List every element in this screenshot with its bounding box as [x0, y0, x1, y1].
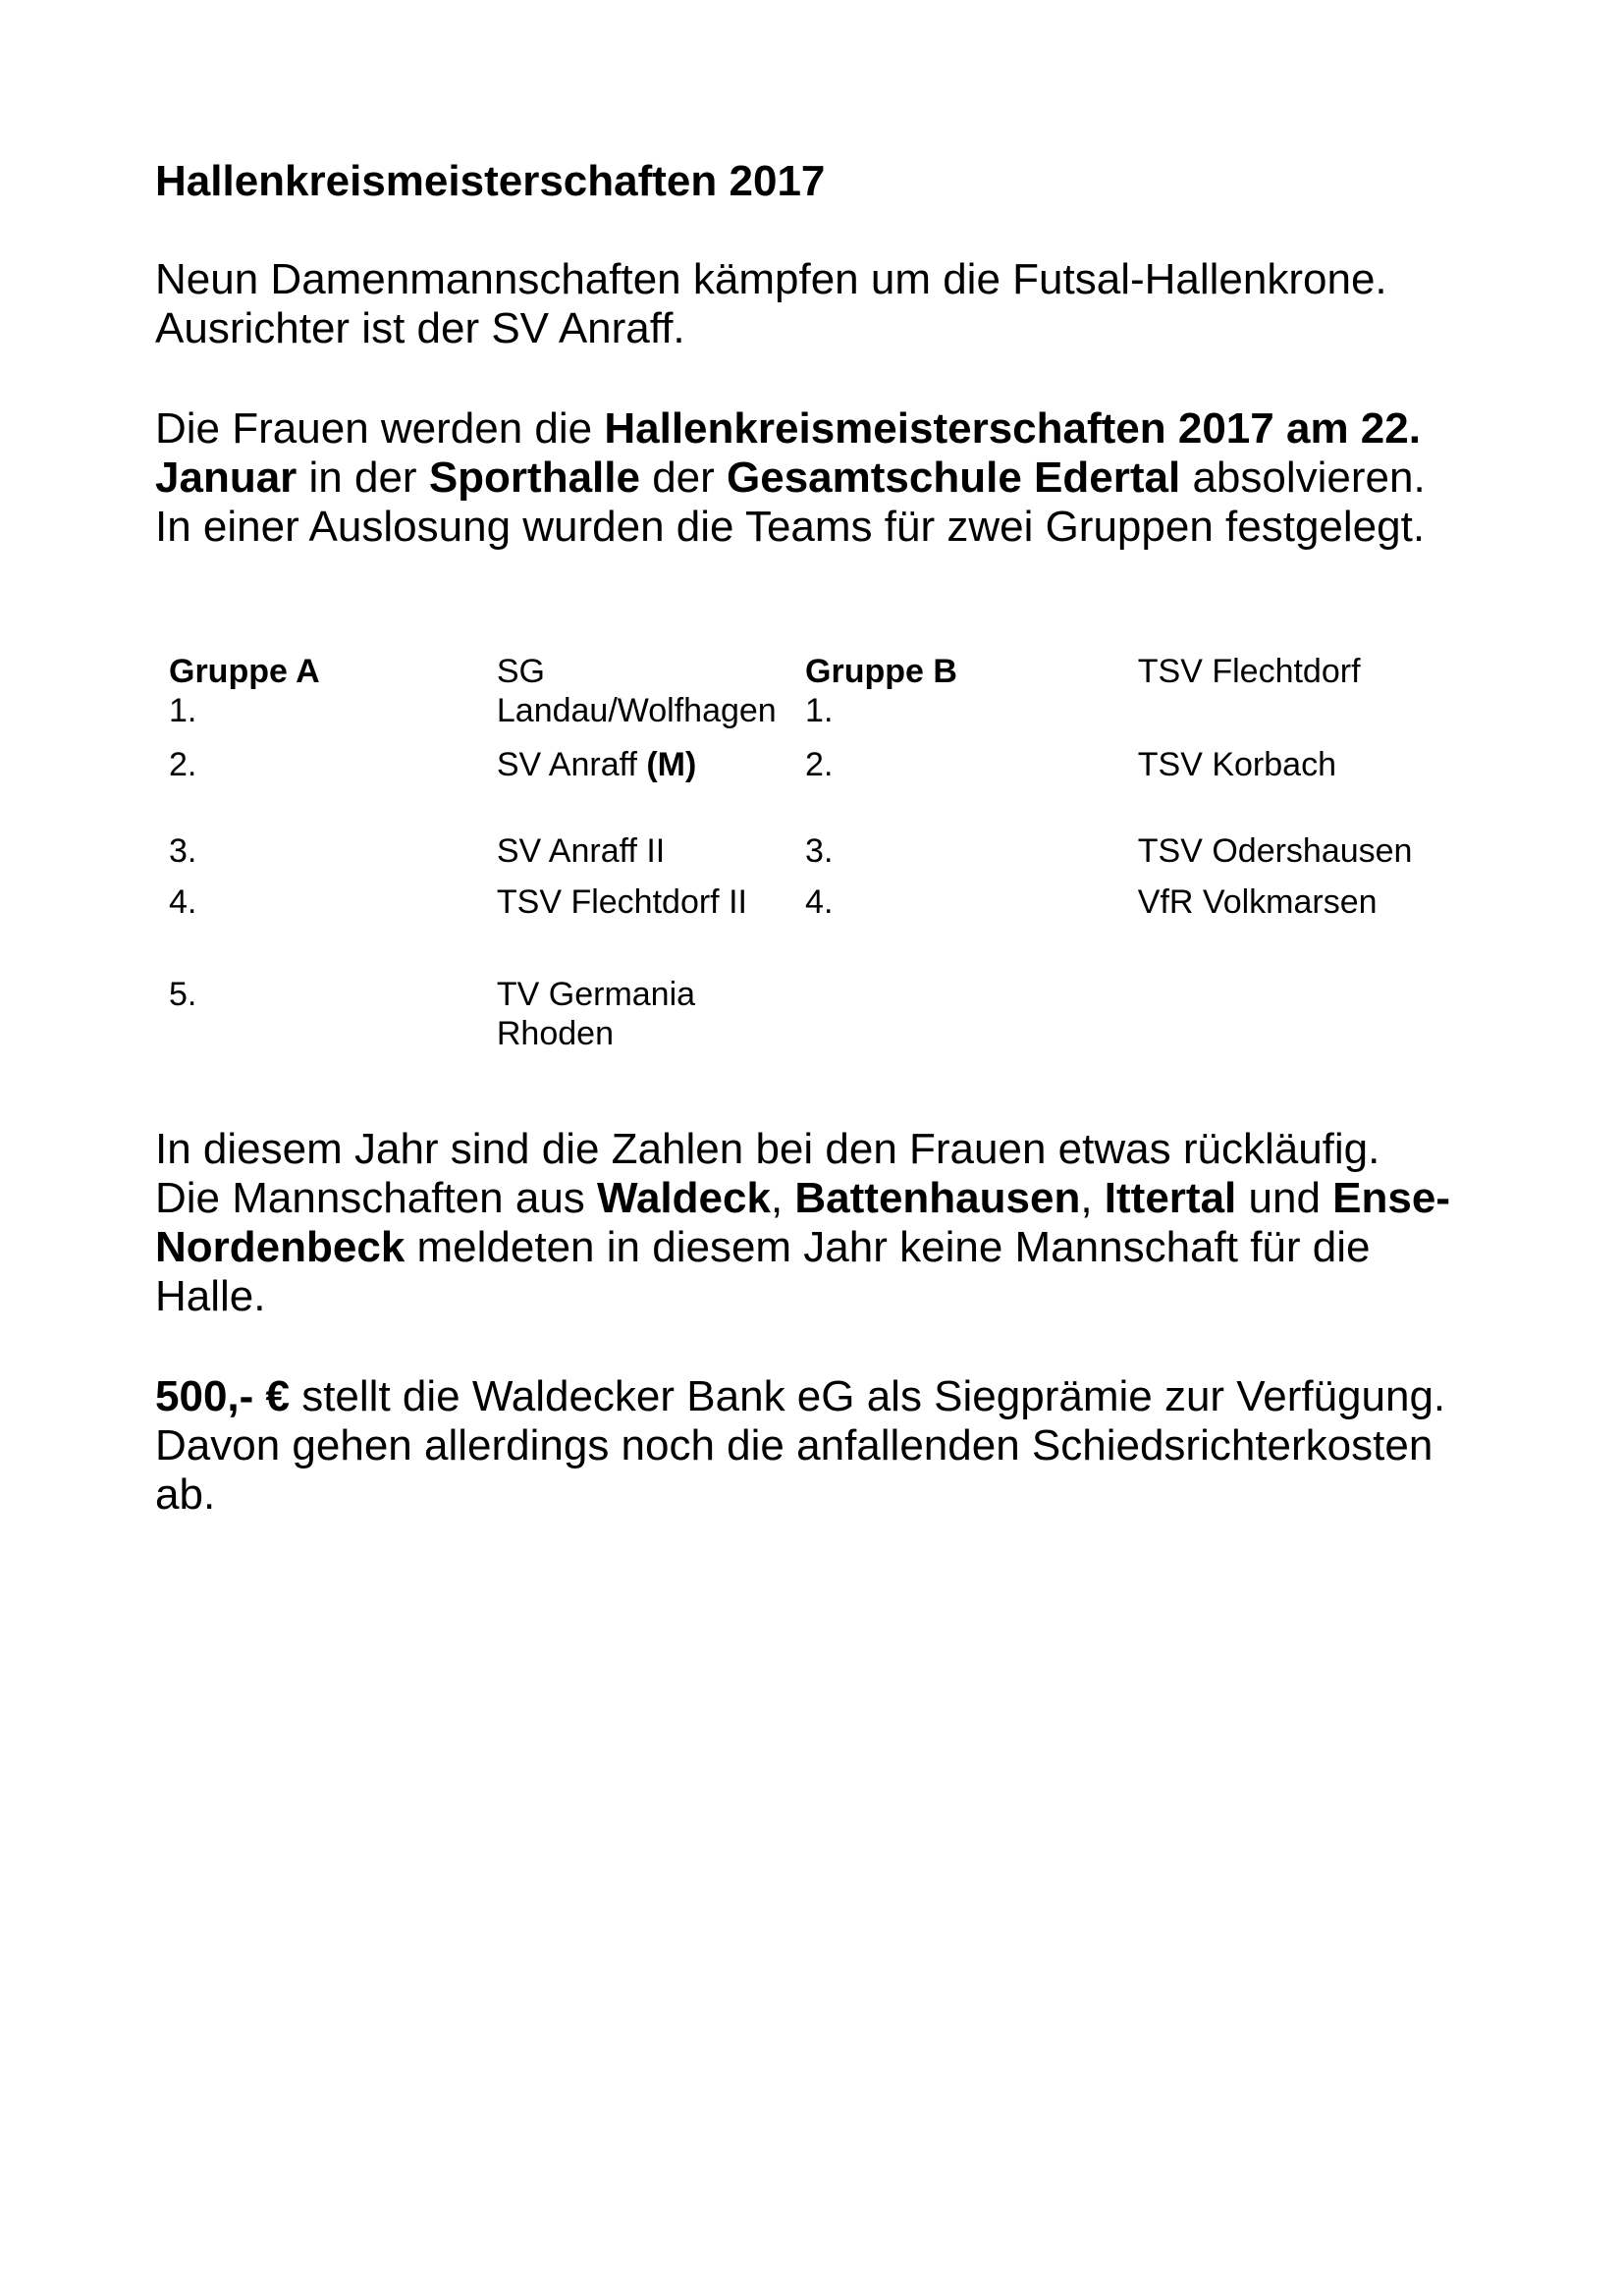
- group-a-rank-cell: 4.: [169, 883, 197, 921]
- text-segment-bold: Gesamtschule Edertal: [727, 454, 1181, 502]
- rank-label: 1.: [169, 692, 197, 729]
- group-a-team-cell: SV Anraff II: [496, 832, 666, 870]
- text-segment: Halle.: [155, 1272, 266, 1320]
- table-row: [169, 831, 1468, 882]
- text-segment-bold: 500,- €: [155, 1372, 290, 1420]
- group-b-rank-cell: 4.: [805, 883, 834, 921]
- group-b-rank-cell: [805, 652, 1138, 745]
- text-segment: Davon gehen allerdings noch die anfallenden Schiedsrichterkosten: [155, 1421, 1434, 1469]
- rank-label: 1.: [805, 692, 834, 729]
- text-segment-bold: Ittertal: [1104, 1174, 1237, 1222]
- group-a-rank-cell: [169, 652, 497, 745]
- group-b-team-cell: TSV Korbach: [1137, 746, 1336, 783]
- text-segment: stellt die Waldecker Bank eG als Siegprämie zur Verfügung.: [289, 1372, 1446, 1420]
- group-b-rank-cell: 2.: [805, 746, 834, 783]
- table-row: [169, 652, 1468, 745]
- group-a-header: Gruppe A: [169, 653, 320, 690]
- group-a-team-cell: [497, 745, 805, 831]
- text-segment-bold: Nordenbeck: [155, 1223, 406, 1271]
- group-b-rank-cell: [805, 975, 1138, 1053]
- text-segment-bold: Januar: [155, 454, 298, 502]
- text-segment: In diesem Jahr sind die Zahlen bei den Frauen etwas rückläufig.: [155, 1125, 1380, 1173]
- text-line: [155, 503, 1468, 552]
- text-line: [155, 404, 1468, 454]
- text-segment-bold: Waldeck: [597, 1174, 771, 1222]
- document-title: Hallenkreismeisterschaften 2017: [155, 157, 826, 205]
- team-name-bold-suffix: (M): [646, 746, 697, 783]
- text-line: [155, 1372, 1468, 1421]
- paragraph-intro: [155, 255, 1468, 353]
- text-line: [155, 255, 1468, 304]
- text-segment-bold: Battenhausen: [794, 1174, 1081, 1222]
- group-a-team-cell: TV Germania Rhoden: [496, 976, 696, 1052]
- table-row: [169, 975, 1468, 1053]
- text-segment: und: [1236, 1174, 1333, 1222]
- group-b-header: Gruppe B: [805, 653, 957, 690]
- text-line: [155, 1421, 1468, 1470]
- group-a-team-cell: SG Landau/Wolfhagen: [496, 653, 777, 729]
- group-a-rank-cell: 3.: [169, 832, 197, 870]
- text-line: [155, 1272, 1468, 1321]
- text-line: [155, 1223, 1468, 1272]
- group-b-team-cell: TSV Flechtdorf: [1137, 653, 1361, 690]
- text-segment: in der: [297, 454, 429, 502]
- text-line: [155, 1125, 1468, 1174]
- group-a-rank-cell: 5.: [169, 976, 197, 1013]
- text-segment: Die Frauen werden die: [155, 404, 605, 453]
- groups-table: [169, 652, 1468, 1053]
- text-segment: der: [639, 454, 728, 502]
- group-b-team-cell: TSV Odershausen: [1137, 832, 1413, 870]
- group-a-team-cell: TSV Flechtdorf II: [496, 883, 747, 921]
- text-segment-bold: Ense-: [1332, 1174, 1450, 1222]
- text-segment: meldeten in diesem Jahr keine Mannschaft für die: [405, 1223, 1371, 1271]
- text-line: [155, 454, 1468, 503]
- group-b-rank-cell: 3.: [805, 832, 834, 870]
- text-segment: Ausrichter ist der SV Anraff.: [155, 304, 685, 352]
- text-segment: absolvieren.: [1180, 454, 1426, 502]
- text-line: [155, 1174, 1468, 1223]
- text-segment: Neun Damenmannschaften kämpfen um die Futsal-Hallenkrone.: [155, 255, 1387, 303]
- table-row: [169, 882, 1468, 975]
- text-segment-bold: Hallenkreismeisterschaften 2017 am 22.: [604, 404, 1421, 453]
- text-segment: ,: [1080, 1174, 1105, 1222]
- text-line: [155, 1470, 1468, 1520]
- paragraph-prize-money: [155, 1372, 1468, 1520]
- text-line: [155, 304, 1468, 353]
- text-segment: ab.: [155, 1470, 216, 1519]
- text-segment: ,: [770, 1174, 795, 1222]
- text-segment: In einer Auslosung wurden die Teams für zwei Gruppen festgelegt.: [155, 503, 1426, 551]
- table-row: [169, 745, 1468, 831]
- paragraph-declining-numbers: [155, 1125, 1468, 1321]
- text-segment: Die Mannschaften aus: [155, 1174, 598, 1222]
- text-segment-bold: Sporthalle: [428, 454, 640, 502]
- group-b-team-cell: [1138, 975, 1468, 1053]
- group-b-team-cell: VfR Volkmarsen: [1137, 883, 1378, 921]
- group-a-rank-cell: 2.: [169, 746, 197, 783]
- paragraph-schedule: [155, 404, 1468, 552]
- team-name: SV Anraff: [496, 746, 647, 783]
